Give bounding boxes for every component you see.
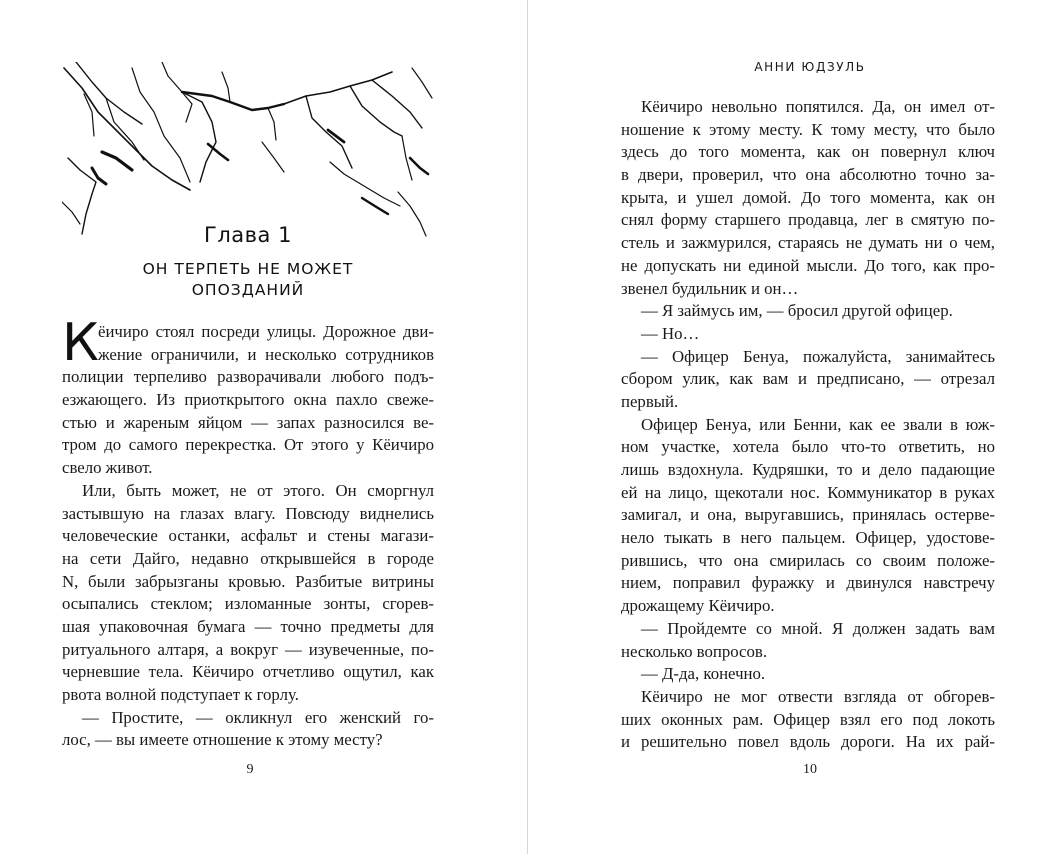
running-head: АННИ ЮДЗУЛЬ bbox=[754, 60, 866, 74]
text-line: здесь до того момента, как он повернул ключ bbox=[621, 142, 995, 162]
text-line: — Но… bbox=[641, 323, 700, 343]
text-line: крыта, и ушел домой. До того момента, как он bbox=[621, 187, 995, 207]
right-page-body bbox=[621, 96, 995, 754]
page-number: 10 bbox=[803, 762, 817, 777]
text-line: ёичиро стоял посреди улицы. Дорожное дви- bbox=[98, 322, 434, 341]
chapter-subtitle-line: ОПОЗДАНИЙ bbox=[191, 281, 305, 299]
text-line: ношение к этому месту. К тому месту, что было bbox=[621, 119, 995, 139]
text-line: сбором улик, как вам и предписано, — отрезал bbox=[621, 369, 995, 389]
text-line: лишь вздохнула. Кудряшки, то и дело падающие bbox=[621, 460, 995, 479]
text-line: жение ограничили, и несколько сотрудников bbox=[98, 344, 434, 364]
text-line: ритуального алтаря, а вокруг — изувеченные, по- bbox=[62, 639, 434, 659]
text-line: шая упаковочная бумага — точно предметы для bbox=[62, 616, 434, 636]
text-line: езжающего. Из приоткрытого окна пахло свеже- bbox=[62, 390, 434, 410]
text-line: ей на лицо, щекотали нос. Коммуникатор в руках bbox=[621, 482, 995, 502]
text-line: — Д-да, конечно. bbox=[641, 664, 766, 684]
text-line: Или, быть может, не от этого. Он сморгнул bbox=[82, 480, 434, 500]
text-line: снял форму старшего продавца, лег в смятую по- bbox=[621, 210, 995, 230]
text-line: ших оконных рам. Офицер взял его под локоть bbox=[621, 709, 995, 729]
text-line: застывшую на глазах влагу. Повсюду виднелись bbox=[62, 503, 434, 523]
text-line: Кёичиро не мог отвести взгляда от обгорев- bbox=[641, 686, 995, 706]
left-page-body bbox=[62, 313, 434, 752]
text-line: осыпались стеклом; изломанные зонты, сгорев- bbox=[62, 594, 434, 614]
text-line: нием, поправил фуражку и двинулся навстречу bbox=[621, 573, 995, 593]
text-line: — Офицер Бенуа, пожалуйста, занимайтесь bbox=[641, 346, 995, 366]
text-line: стью и жареным яйцом — запах разносился ве- bbox=[62, 412, 434, 432]
text-line: рвота волной подступает к горлу. bbox=[62, 685, 299, 704]
text-line: на сети Дайго, недавно открывшейся в городе bbox=[62, 548, 434, 568]
text-line: не допускать ни единой мысли. До того, как про- bbox=[621, 255, 995, 275]
text-line: лос, — вы имеете отношение к этому месту? bbox=[62, 730, 383, 750]
text-line: черневшие тела. Кёичиро отчетливо ощутил, как bbox=[62, 662, 434, 682]
text-line: и решительно повел вдоль дороги. На их рай- bbox=[621, 732, 995, 752]
text-line: первый. bbox=[621, 391, 679, 411]
text-line: стель и зажмурился, стараясь не думать ни о чем, bbox=[621, 233, 995, 253]
text-line: N, были забрызганы кровью. Разбитые витрины bbox=[62, 571, 434, 591]
text-line: дрожащему Кёичиро. bbox=[621, 596, 775, 616]
chapter-title: Глава 1 bbox=[204, 223, 292, 247]
text-line: — Пройдемте со мной. Я должен задать вам bbox=[641, 618, 995, 638]
text-line: ном участке, хотела было что-то ответить, но bbox=[621, 437, 995, 457]
text-line: Кёичиро невольно попятился. Да, он имел от- bbox=[641, 97, 995, 116]
text-line: свело живот. bbox=[62, 458, 153, 478]
text-line: в двери, проверил, что она абсолютно точно за- bbox=[621, 165, 995, 185]
text-line: рившись, что она смирилась со своим положе- bbox=[621, 550, 995, 570]
text-line: Офицер Бенуа, или Бенни, как ее звали в юж- bbox=[641, 414, 995, 434]
text-line: — Я займусь им, — бросил другой офицер. bbox=[641, 301, 953, 321]
chapter-subtitle bbox=[62, 259, 434, 301]
page-number: 9 bbox=[246, 762, 254, 777]
chapter-subtitle-line: ОН ТЕРПЕТЬ НЕ МОЖЕТ bbox=[142, 260, 354, 278]
text-line: звенел будильник и он… bbox=[621, 278, 799, 298]
left-page bbox=[0, 0, 528, 854]
text-line: полиции терпеливо разворачивали любого подъ- bbox=[62, 367, 434, 387]
text-line: тром до самого перекрестка. От этого у Кёичиро bbox=[62, 435, 434, 455]
broken-glass-ornament bbox=[62, 62, 434, 238]
text-line: замигал, и она, выругавшись, принялась остерве- bbox=[621, 505, 995, 525]
text-line: человеческие останки, асфальт и стены магази- bbox=[62, 526, 434, 546]
text-line: нело тыкать в него пальцем. Офицер, удостове- bbox=[621, 528, 995, 548]
drop-cap: К bbox=[62, 313, 99, 373]
text-line: — Простите, — окликнул его женский го- bbox=[82, 707, 434, 727]
text-line: несколько вопросов. bbox=[621, 641, 768, 661]
